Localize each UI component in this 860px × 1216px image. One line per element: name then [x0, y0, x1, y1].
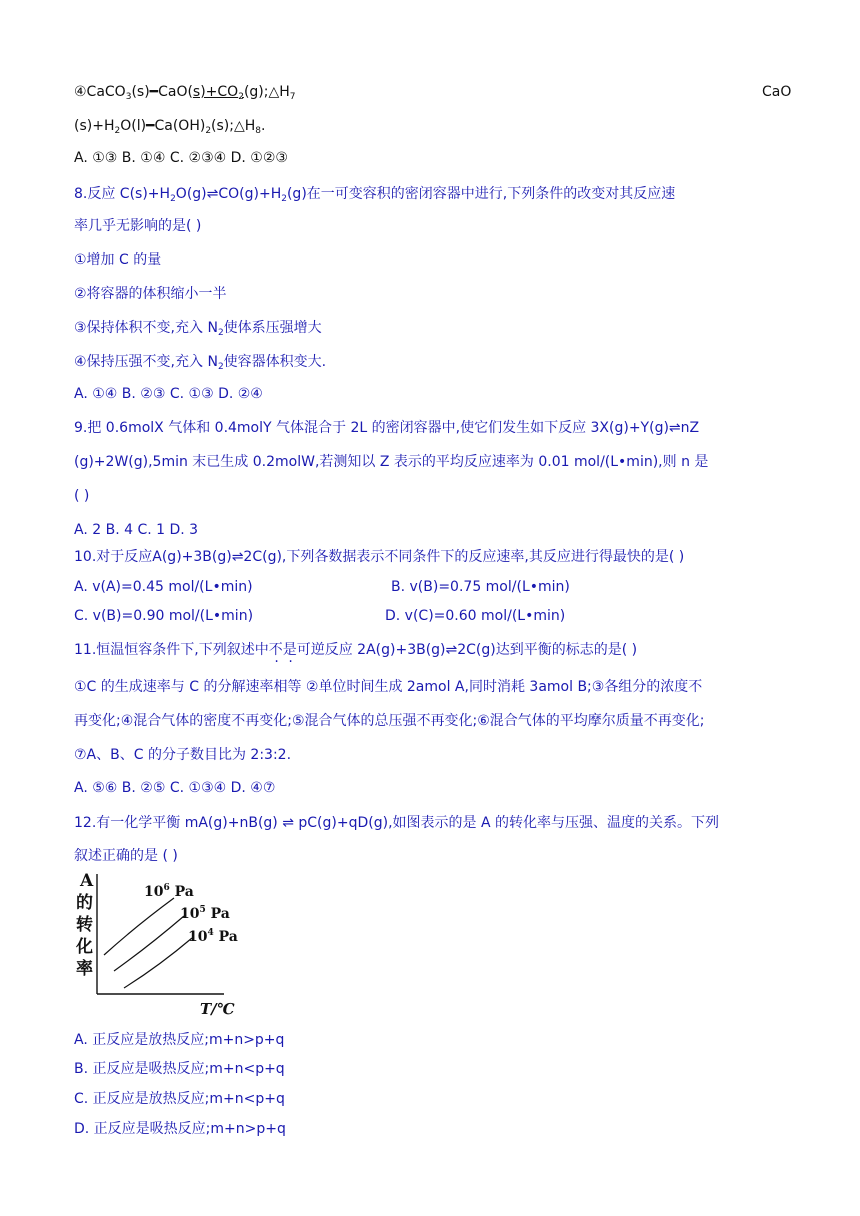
text: s)+CO [192, 84, 239, 100]
curve-label-1e5 [180, 905, 230, 922]
text: (s)+H [74, 118, 115, 134]
emphasis-text: 不 [268, 642, 283, 658]
q9-stem-line2: (g)+2W(g),5min 末已生成 0.2molW,若测知以 Z 表示的平均反应速率为 0.01 mol/(L•min),则 n 是 [74, 454, 709, 470]
subscript: 2 [114, 126, 121, 136]
underlined-text [193, 84, 244, 100]
q11-stem [74, 640, 637, 660]
curve-1e6-pa [104, 898, 174, 955]
text: 11.恒温恒容条件下,下列叙述中 [74, 642, 269, 658]
q11-choices-line1: ①C 的生成速率与 C 的分解速率相等 ②单位时间生成 2amol A,同时消耗 3amol B;③各组分的浓度不 [74, 679, 703, 695]
label-exp: 6 [163, 883, 170, 893]
text: ④CaCO [74, 84, 126, 100]
q12-option-d: D. 正反应是吸热反应;m+n>p+q [74, 1121, 286, 1137]
text: (g);△H [243, 84, 290, 100]
text: ③保持体积不变,充入 N [74, 320, 218, 336]
label-unit: Pa [169, 884, 194, 900]
subscript: 3 [125, 92, 132, 102]
text: 可逆反应 2A(g)+3B(g)⇌2C(g)达到平衡的标志的是( ) [296, 642, 638, 658]
q10-option-d: D. v(C)=0.60 mol/(L•min) [385, 608, 566, 624]
q8-stem-line1 [74, 184, 675, 204]
emphasis-text: 是 [282, 642, 297, 658]
text: O(l)━Ca(OH) [120, 118, 206, 134]
y-axis-label [75, 871, 94, 979]
q10-option-b: B. v(B)=0.75 mol/(L•min) [391, 579, 570, 595]
text: 使容器体积变大. [223, 354, 327, 370]
ylabel-char: 转 [76, 915, 93, 935]
cao-right: CaO [762, 84, 792, 100]
text: 8.反应 C(s)+H [74, 186, 171, 202]
q10-option-a: A. v(A)=0.45 mol/(L•min) [74, 579, 253, 595]
text: O(g)⇌CO(g)+H [175, 186, 282, 202]
subscript: 2 [170, 194, 176, 204]
subscript: 2 [238, 92, 244, 102]
text: (g)在一可变容积的密闭容器中进行,下列条件的改变对其反应速 [286, 186, 676, 202]
q12-option-c: C. 正反应是放热反应;m+n<p+q [74, 1091, 285, 1107]
q8-choice-1: ①增加 C 的量 [74, 252, 162, 268]
q10-option-c: C. v(B)=0.90 mol/(L•min) [74, 608, 254, 624]
label-exp: 4 [207, 928, 214, 938]
text: 使体系压强增大 [223, 320, 322, 336]
q8-choice-4 [74, 352, 326, 372]
label-base: 10 [188, 929, 208, 945]
text: . [261, 118, 266, 134]
curve-label-1e6 [144, 883, 194, 900]
q9-stem-line3: ( ) [74, 488, 90, 504]
q11-choices-line2: 再变化;④混合气体的密度不再变化;⑤混合气体的总压强不再变化;⑥混合气体的平均摩尔质量不再变化; [74, 713, 705, 729]
subscript: 8 [255, 126, 262, 136]
q11-options: A. ⑤⑥ B. ②⑤ C. ①③④ D. ④⑦ [74, 780, 276, 796]
q10-stem: 10.对于反应A(g)+3B(g)⇌2C(g),下列各数据表示不同条件下的反应速率,其反应进行得最快的是( ) [74, 549, 685, 565]
ylabel-char: A [80, 871, 94, 891]
q12-stem-line2: 叙述正确的是 ( ) [74, 848, 178, 864]
curve-1e4-pa [124, 938, 192, 988]
label-base: 10 [144, 884, 164, 900]
reaction-4-line [74, 82, 296, 102]
q9-stem-line1: 9.把 0.6molX 气体和 0.4molY 气体混合于 2L 的密闭容器中,使它们发生如下反应 3X(g)+Y(g)⇌nZ [74, 420, 700, 436]
q7-options: A. ①③ B. ①④ C. ②③④ D. ①②③ [74, 150, 288, 166]
q9-options: A. 2 B. 4 C. 1 D. 3 [74, 522, 199, 538]
subscript: 2 [281, 194, 287, 204]
curve-label-1e4 [188, 928, 238, 945]
q8-choice-2: ②将容器的体积缩小一半 [74, 286, 227, 302]
q8-stem-line2: 率几乎无影响的是( ) [74, 218, 202, 234]
ylabel-char: 化 [76, 937, 93, 957]
ylabel-char: 率 [76, 959, 93, 979]
q12-stem-line1: 12.有一化学平衡 mA(g)+nB(g) ⇌ pC(g)+qD(g),如图表示的是 A 的转化率与压强、温度的关系。下列 [74, 815, 719, 831]
q11-choices-line3: ⑦A、B、C 的分子数目比为 2:3:2. [74, 747, 292, 763]
label-base: 10 [180, 906, 200, 922]
subscript: 2 [217, 362, 224, 372]
label-exp: 5 [199, 905, 206, 915]
ylabel-char: 的 [76, 893, 93, 913]
subscript: 2 [217, 328, 224, 338]
q12-option-a: A. 正反应是放热反应;m+n>p+q [74, 1032, 285, 1048]
text: ④保持压强不变,充入 N [74, 354, 218, 370]
text: (s);△H [211, 118, 256, 134]
reaction-cao-line [74, 116, 265, 136]
curve-1e5-pa [114, 916, 184, 971]
q12-option-b: B. 正反应是吸热反应;m+n<p+q [74, 1061, 285, 1077]
x-axis-label: T/℃ [200, 1000, 235, 1018]
q8-choice-3 [74, 318, 322, 338]
q8-options: A. ①④ B. ②③ C. ①③ D. ②④ [74, 386, 263, 402]
label-unit: Pa [205, 906, 230, 922]
label-unit: Pa [213, 929, 238, 945]
subscript: 2 [205, 126, 212, 136]
text: (s)━CaO( [131, 84, 193, 100]
subscript: 7 [289, 92, 296, 102]
conversion-pressure-temperature-figure [74, 868, 244, 1018]
